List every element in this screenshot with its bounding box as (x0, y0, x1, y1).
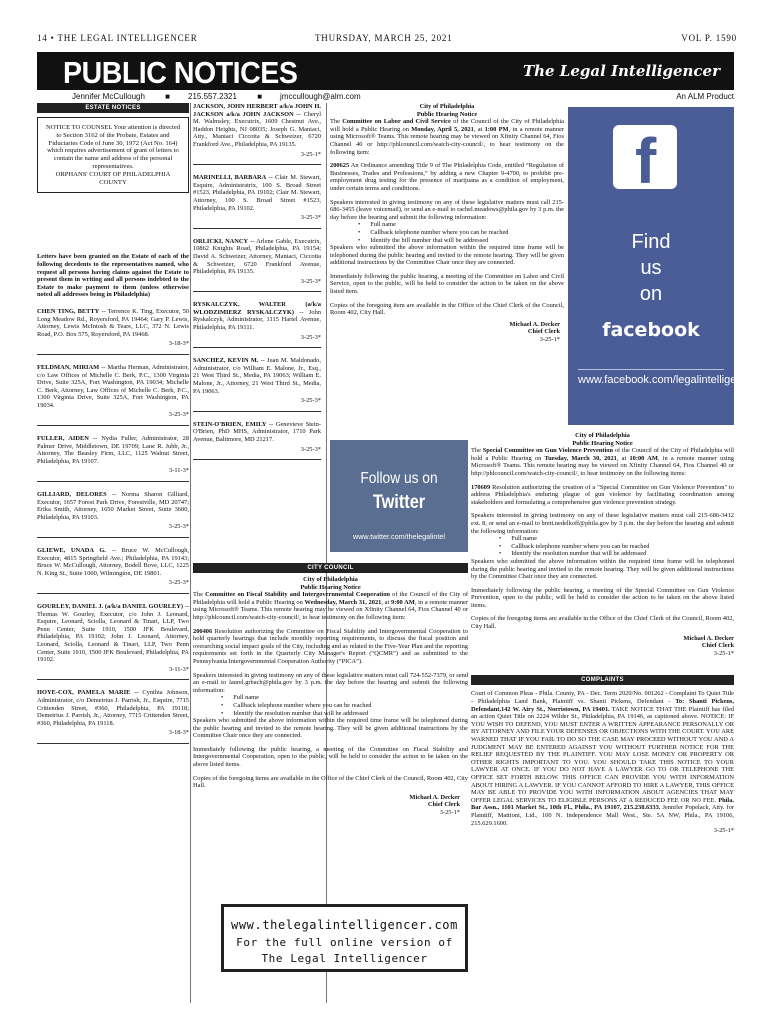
estate-notices-column-1 (37, 103, 189, 744)
decedent-name: FELDMAN, MIRIAM (37, 363, 100, 371)
fb-line-1: Find (631, 231, 671, 253)
estate-entry-text (193, 421, 321, 444)
entry-divider (193, 291, 321, 292)
notice-signer-title: Chief Clerk (527, 328, 560, 336)
bullet-item: • Full name (499, 535, 734, 543)
estate-entry (37, 689, 189, 744)
estate-entry (193, 174, 321, 229)
issue-date: THURSDAY, MARCH 25, 2021 (315, 33, 453, 43)
notice-bullet-list (358, 221, 564, 244)
facebook-icon: f (613, 125, 677, 189)
notice-signer-title: Chief Clerk (701, 642, 734, 650)
notice-signer: Michael A. Decker (409, 793, 460, 801)
decedent-name: SANCHEZ, KEVIN M. (193, 357, 259, 365)
entry-divider (37, 537, 189, 538)
decedent-name: STEIN-O'BRIEN, EMILY (193, 420, 267, 428)
notice-signer: Michael A. Decker (509, 320, 560, 328)
entry-divider (37, 481, 189, 482)
entry-divider (193, 347, 321, 348)
contact-email[interactable]: jmccullough@alm.com (280, 92, 361, 101)
alm-product-label: An ALM Product (676, 92, 734, 101)
bullet-item: • Callback telephone number where you can be reached (499, 543, 734, 551)
notice-signer: Michael A. Decker (683, 634, 734, 642)
bullet-item: • Identify the bill number that will be addressed (358, 237, 564, 245)
estate-entry-tag: 3-18-3* (168, 729, 189, 737)
bullet-item: • Full name (358, 221, 564, 229)
notice-immediately: Immediately following the public hearing, a meeting of the Committee on Labor and Civil Service, open to the public, will be held to consider the action to be taken on the above listed item. (330, 272, 564, 296)
estate-entry (37, 491, 189, 538)
decedent-name: RYSKALCZYK, WALTER (a/k/a WLODZIMIERZ RYSKALCZYK) (193, 301, 321, 316)
entry-divider (193, 164, 321, 165)
estate-details: -- Cynthia Johnson, Administrator, c/o Demetrius J. Parrish, Jr., Esquire, 7715 Crittenden Street, #360, Philadelphia, PA 19118; Demetrius J. Parrish, Jr., Attorney, 7715 Crittenden Street, #360, Philadelphia, PA 19118. (37, 689, 189, 727)
notice-heading: City of Philadelphia (575, 432, 630, 439)
estate-entry-text (37, 603, 189, 664)
fb-line-3: on (639, 283, 663, 305)
entry-divider (193, 411, 321, 412)
entry-divider (193, 228, 321, 229)
bullet-item: • Callback telephone number where you can be reached (221, 702, 468, 710)
notice-item: 170609 Resolution authorizing the creation of a "Special Committee on Gun Violence Prevention" to address Philadelphia's enduring plague of gun violence by facilitating coordination among stakeholders and formulating a comprehensive gun violence prevention strategy. (471, 483, 734, 506)
notice-callback: Speakers who submitted the above information within the required time frame will be telephoned during the public hearing and invited to the remote hearing. They will be given additional instructions by the Committee Chair once they are connected. (330, 244, 564, 267)
notice-immediately: Immediately following the public hearing, a meeting of the Committee on Fiscal Stability and Intergovernmental Cooperation, open to the public, will be held to consider the action to be taken on the above listed items. (193, 745, 468, 769)
notice-intro: The Committee on Labor and Civil Service of the Council of the City of Philadelphia will hold a Public Hearing on Monday, April 5, 2021, at 1:00 PM, in a remote manner using Microsoft® Teams. This remote hearing may be viewed on Xfinity Channel 64, Fios Channel 40 or http://phlcouncil.com/watch-city-council/, to hear testimony on the following item: (330, 118, 565, 156)
gun-violence-notice (471, 432, 734, 835)
phone-icon: ■ (165, 92, 171, 101)
complaints-header: COMPLAINTS (471, 675, 734, 685)
estate-entry-tag: 3-25-3* (300, 214, 321, 222)
decedent-name: GOURLEY, DANIEL J. (a/k/a DANIEL GOURLEY) (37, 602, 183, 610)
estate-details: -- Juan M. Maldonado, Administrator, c/o William E. Malone, Jr., Esq., 21 West Third St., Media, PA 19063; William E. Malone, Jr., Attorney, 21 West Third St., Media, PA 19063. (193, 357, 321, 395)
notice-intro: The Committee on Fiscal Stability and Intergovernmental Cooperation of the Council of the City of Philadelphia will hold a Public Hearing on Wednesday, March 31, 2021, at 9:00 AM, in a remote manner using Microsoft® Teams. This remote hearing may be viewed on Xfinity Channel 64, Fios Channel 40 or http://phlcouncil.com/watch-city-council/, to hear testimony on the following item: (193, 591, 469, 621)
estate-entry-text (193, 301, 321, 331)
estate-entry-text (193, 238, 321, 276)
estate-entry-text (37, 308, 189, 338)
estate-entry (193, 357, 321, 412)
estate-entry (37, 547, 189, 594)
promo-line-3: The Legal Intelligencer (261, 952, 428, 965)
notice-speakers: Speakers interested in giving testimony on any of these legislative matters must call 215-686-3412 ext. 8, or send an e-mail to brett.nedelkoff@phila.gov by 3 p.m. the day before the hearing and submit the following information: (471, 512, 734, 535)
notice-tag: 3-25-1* (439, 809, 460, 817)
estate-entry-tag: 3-25-3* (168, 523, 189, 531)
estate-entry (37, 603, 189, 680)
estate-entry-tag: 3-25-3* (300, 397, 321, 405)
notice-intro: The Special Committee on Gun Violence Prevention of the Council of the City of Philadelphia will hold a Public Hearing on Tuesday, March 30, 2021, at 10:00 AM, in a remote manner using Microsoft® Teams. This remote hearing may be viewed on Xfinity Channel 64, Fios Channel 40 or http://phlcouncil.com/watch-city-council/, to hear testimony on the following items: (471, 447, 734, 477)
volume-label: VOL P. 1590 (681, 33, 737, 43)
contact-line (72, 92, 379, 101)
email-icon: ■ (257, 92, 263, 101)
estate-lead-paragraph: Letters have been granted on the Estate of each of the following decedents to the representatives named, who request all persons having claims against the Estate to present them in writing and all persons indebted to the Estate to make payment to them (unless otherwise noted all addresses being in Philadelphia) (37, 253, 189, 299)
decedent-name: HOYE-COX, PAMELA MARIE (37, 689, 131, 697)
promo-url[interactable]: www.thelegalintelligencer.com (231, 918, 458, 932)
estate-entry-tag: 3-25-3* (300, 333, 321, 341)
notice-callback: Speakers who submitted the above information within the required time frame will be telephoned during the public hearing and invited to the remote hearing. They will be given additional instructions by the Committee Chair once they are connected. (471, 557, 734, 581)
decedent-name: FULLER, AIDEN (37, 435, 89, 443)
estate-details: -- Nydia Fuller, Administrator, 28 Palmer Drive, Middletown, DE 19709; Lane R. Jubb, Jr., Attorney, The Beasley Firm, LLC, 1125 Walnut Street, Philadelphia, PA 19107. (37, 435, 190, 465)
public-notices-banner (37, 52, 734, 90)
estate-entry-tag: 3-25-3* (300, 277, 321, 285)
notice-copies: Copies of the foregoing items are available in the Office of the Chief Clerk of the Council, Room 402, City Hall. (193, 774, 468, 790)
facebook-ad[interactable] (568, 107, 758, 425)
estate-entry (37, 308, 189, 355)
notice-item: 200406 Resolution authorizing the Committee on Fiscal Stability and Intergovernmental Cooperation to hold quarterly hearings that include monthly reporting requirements, to discuss the fiscal position and overarching social impact goals of the City, including and as related to the Five-Year Plan and the reporting requirements set forth in the Quarterly City Manager's Report (“QCMR”) and as submitted to the Pennsylvania Intergovernmental Cooperation Authority (“PICA”). (193, 627, 468, 665)
estate-entry-tag: 3-25-3* (168, 411, 189, 419)
notice-speakers: Speakers interested in giving testimony on any of these legislative matters must call 215-686-3455 (leave voicemail), or send an e-mail to rachel.meadows@phila.gov by 3 p.m. the day before the hearing and submit the following information: (330, 198, 564, 221)
estate-entry (193, 238, 321, 293)
entry-divider (37, 593, 189, 594)
page-header (37, 33, 737, 47)
estate-entry (37, 435, 189, 482)
estate-details: -- Terrence K. Ting, Executor, 50 Long Meadow Rd., Royersford, PA 19464; Gary P. Lewis, Attorney, Lewis McIntosh & Teare, LLC, 372 N. Lewis Road, P.O. Box 575, Royersford, PA 19468. (37, 307, 189, 338)
notice-speakers: Speakers interested in giving testimony on any of these legislative matters must call 724-552-7379, or send an e-mail to laurel.grbach@phila.gov by 3 p.m. the day before the hearing and submit the following information: (193, 671, 468, 694)
city-council-header: CITY COUNCIL (193, 563, 468, 573)
estate-details: -- Cheryl M. Walmsley, Executrix, 1609 Chestnut Ave., Haddon Heights, NJ 08035; Joseph G. Maniaci, Atty., Maniaci Ciccotta & Schweizer, 6720 Frankford Ave., Philadelphia, PA 19135. (193, 110, 321, 148)
notice-subheading: Public Hearing Notice (416, 110, 478, 118)
page-label: 14 • THE LEGAL INTELLIGENCER (37, 33, 198, 43)
notice-signer-title: Chief Clerk (427, 801, 460, 809)
notice-to-counsel-text: NOTICE TO COUNSEL Your attention is directed to Section 3162 of the Probate, Estates and Fiduciaries Code of June 30, 1972 (Act No. 164) which requires advertisement of grant of letters to contain the name and address of the personal representatives. (45, 124, 181, 170)
entry-divider (37, 354, 189, 355)
website-promo-box[interactable] (221, 904, 468, 972)
estate-entry-tag: 3-11-3* (169, 467, 189, 475)
estate-entry-tag: 3-25-3* (300, 445, 321, 453)
twitter-line-2: Twitter (372, 492, 426, 513)
estate-entry-text (37, 435, 189, 465)
masthead-logo: The Legal Intelligencer (522, 62, 720, 80)
estate-details: -- Clair M. Stewart, Esquire, Administratrix, 100 S. Broad Street #1523, Philadelphia, PA 19102; Clair M. Stewart, Attorney, 100 S. Broad Street #1523, Philadelphia, PA 19102. (193, 174, 321, 212)
twitter-url[interactable]: www.twitter.com/thelegalintel (353, 532, 445, 541)
bullet-item: • Callback telephone number where you can be reached (358, 229, 564, 237)
fb-line-2: us (640, 257, 662, 279)
estate-entry (37, 364, 189, 426)
labor-civil-service-notice (330, 103, 564, 344)
estate-details: -- Martha Herman, Administrator, c/o Law Offices of Michelle C. Berk, P.C., 1300 Virginia Drive, Suite 325A, Fort Washington, PA 19034; Michelle C. Berk, Attorney, Law Offices of Michelle C. Berk, P.C., 1300 Virginia Drive, Suite 325A, Fort Washington, PA 19034. (37, 363, 190, 409)
complaint-text: Court of Common Pleas - Phila. County, PA - Dec. Term 2020/No. 001262 - Complaint To Quiet Title - Philadelphia Land Bank, Plaintiff vs. Shanti Pickens, Defendant - To: Shanti Pickens, Defendant,142 W. Airy St., Norristown, PA 19401. TAKE NOTICE THAT THE Plaintiff has filed an action Quiet Title on 2224 Wilder St., Philadelphia, PA 19146, as captioned above. NOTICE: IF YOU WISH TO DEFEND, YOU MUST ENTER A WRITTEN APPEARANCE PERSONALLY OR BY ATTORNEY AND FILE YOUR DEFENSES OR OBJECTIONS WITH THE COURT. YOU ARE WARNED THAT IF YOU FAIL TO DO SO THE CASE MAY PROCEED WITHOUT YOU AND A JUDGMENT MAY BE ENTERED AGAINST YOU WITHOUT FURTHER NOTICE FOR THE RELIEF REQUESTED BY THE PLAINTIFF. YOU MAY LOSE MONEY OR PROPERTY OR OTHER RIGHTS IMPORTANT TO YOU. YOU SHOULD TAKE THIS NOTICE TO YOUR LAWYER AT ONCE. IF YOU DO NOT HAVE A LAWYER GO TO OR TELEPHONE THE OFFICE SET FORTH BELOW. THIS OFFICE CAN PROVIDE YOU WITH INFORMATION ABOUT HIRING A LAWYER. IF YOU CANNOT AFFORD TO HIRE A LAWYER, THIS OFFICE MAY BE ABLE TO PROVIDE YOU WITH INFORMATION ABOUT AGENCIES THAT MAY OFFER LEGAL SERVICES TO ELIGIBLE PERSONS AT A REDUCED FEE OR NO FEE. Phila. Bar Assn., 1101 Market St., 10th Fl., Phila., PA 19107, 215.238.6333. Jennifer Popelack, Atty. for Plaintiff, Mattioni, Ltd., 100 N. Independence Mall West., Ste. 5A NW, Phila., PA 19106, 215.629.1600. (471, 690, 735, 827)
entry-divider (37, 679, 189, 680)
estate-details: -- Thomas W. Gourley, Executor, c/o John J. Leonard, Esquire, Leonard, Sciolla, Leonard & Tinari, LLP, Two Penn Center, Suite 1910, 1500 JFK Boulevard, Philadelphia, PA 19102; John J. Leonard, Attorney, Leonard, Sciolla, Leonard & Tinari, LLP, Two Penn Center, Suite 1910, 1500 JFK Boulevard, Philadelphia, PA 19102. (37, 602, 189, 664)
decedent-name: MARINELLI, BARBARA (193, 174, 267, 182)
decedent-name: GLIEWE, UNADA G. (37, 547, 106, 554)
notice-copies: Copies of the foregoing item are available in the Office of the Chief Clerk of the Council, Room 402, City Hall. (330, 301, 564, 317)
twitter-line-1: Follow us on (360, 470, 438, 487)
notice-callback: Speakers who submitted the above information within the required time frame will be telephoned during the public hearing and invited to the remote hearing. They will be given additional instructions by the Committee Chair once they are connected. (193, 717, 468, 740)
twitter-ad[interactable] (330, 440, 468, 552)
estate-entry-text (37, 547, 189, 577)
bullet-item: • Identify the resolution number that will be addressed (221, 710, 468, 718)
decedent-name: ORLICKI, NANCY (193, 237, 249, 245)
estate-notices-header: ESTATE NOTICES (37, 103, 189, 113)
estate-entry-tag: 3-25-3* (168, 579, 189, 587)
notice-item: 200625 An Ordinance amending Title 9 of The Philadelphia Code, entitled “Regulation of Businesses, Trades and Professions,” by adding a new Chapter 9-4700, to prohibit pre-employment drug testing for the presence of marijuana as a condition of employment, under certain terms and conditions. (330, 162, 564, 192)
entry-divider (37, 743, 189, 744)
notice-bullet-list (221, 694, 468, 717)
decedent-name: JACKSON, JOHN HERBERT a/k/a JOHN H. JACKSON a/k/a JOHN JACKSON (193, 103, 321, 118)
column-divider (190, 103, 191, 1003)
notice-tag: 3-25-1* (539, 336, 560, 344)
complaint-tag: 3-25-1* (713, 827, 734, 835)
estate-entry-tag: 3-11-3* (169, 665, 189, 673)
estate-entry (193, 103, 321, 165)
entry-divider (193, 459, 321, 460)
decedent-name: GILLIARD, DELORES (37, 491, 107, 499)
notice-bullet-list (499, 535, 734, 558)
notice-to-counsel-box (37, 117, 189, 193)
notice-copies: Copies of the foregoing items are available in the Office of the Chief Clerk of the Council, Room 402, City Hall. (471, 615, 734, 631)
estate-entry (193, 421, 321, 460)
fb-url[interactable]: www.facebook.com/legalintelligencer (578, 369, 724, 386)
column-divider (326, 103, 327, 1003)
promo-line-2: For the full online version of (236, 936, 453, 949)
estate-entry (193, 301, 321, 348)
bullet-item: • Full name (221, 694, 468, 702)
estate-details: -- Bruce W. McCullough, Executor, 4815 Springfield Ave.; Philadelphia, PA 19143; Bruce W. McCullough, Attorney, Bodell Bove, LLC, 1225 N. King St., Suite 1000, Wilmington, DE 19801. (37, 547, 189, 577)
entry-divider (37, 425, 189, 426)
estate-details: -- Arlene Gable, Executrix, 10862 Knights Road, Philadelphia, PA 19154; David A. Schweizer, Attorney, Maniaci, Ciccotta & Schweizer, 6720 Frankford Avenue, Philadelphia, PA 19135. (193, 237, 321, 276)
contact-name: Jennifer McCullough (72, 92, 145, 101)
decedent-name: CHEN TING, BETTY (37, 307, 100, 315)
notice-tag: 3-25-1* (713, 649, 734, 657)
notice-subheading: Public Hearing Notice (300, 583, 361, 591)
estate-entry-text (193, 174, 321, 212)
estate-entry-text (37, 491, 189, 521)
notice-heading: City of Philadelphia (419, 103, 475, 110)
estate-notices-column-2 (193, 103, 321, 460)
contact-phone: 215.557.2321 (188, 92, 237, 101)
estate-details: -- Norma Sharon Gilliard, Executor, 1657 Forest Park Drive, Forestville, MD 20747; Erika Smith, Attorney, 1650 Market Street, Suite 3600, Philadelphia, PA 19103. (37, 491, 189, 521)
estate-entry-tag: 3-18-3* (168, 340, 189, 348)
bullet-item: • Identify the resolution number that will be addressed (499, 550, 734, 558)
notice-immediately: Immediately following the public hearing, a meeting of the Special Committee on Gun Violence Prevention, open to the public, will be held to consider the action to be taken on the above listed items. (471, 586, 734, 609)
estate-entry-tag: 3-25-1* (300, 150, 321, 158)
notice-subheading: Public Hearing Notice (572, 439, 633, 447)
fb-brand: facebook (602, 319, 700, 341)
estate-entry-text (37, 364, 189, 410)
notice-heading: City of Philadelphia (303, 576, 358, 583)
estate-details: -- Genevieve Stein-O'Brien, PhD MHS, Administrator, 1710 Park Avenue, Baltimore, MD 21217. (193, 420, 321, 443)
orphans-court-label: ORPHANS' COURT OF PHILADELPHIA COUNTY (55, 170, 171, 186)
estate-entry-text (193, 357, 321, 395)
estate-entry-text (37, 689, 189, 727)
estate-entry-text (193, 103, 321, 149)
city-council-notice (193, 563, 468, 817)
estate-details: -- John Ryskalczyk, Administrator, 1115 Hartel Avenue, Philadelphia, PA 19111. (193, 308, 321, 332)
banner-title: PUBLIC NOTICES (63, 55, 298, 90)
